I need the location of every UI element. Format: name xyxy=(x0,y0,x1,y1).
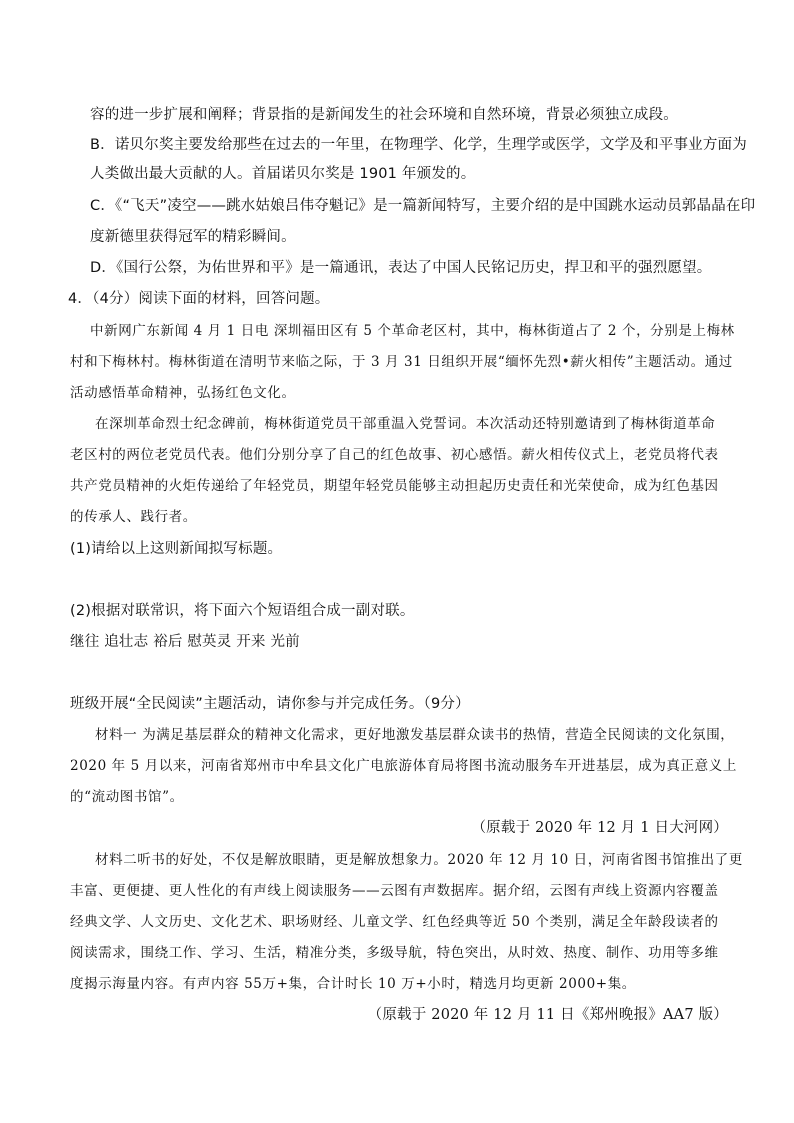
news-paragraph-2-line-3: 共产党员精神的火炬传递给了年轻党员，期望年轻党员能够主动担起历史责任和光荣使命，成为红色基因 xyxy=(70,478,719,494)
material-2-line-1: 材料二听书的好处，不仅是解放眼睛，更是解放想象力。2020 年 12 月 10 日，河南省图书馆推出了更 xyxy=(95,852,743,868)
material-1-line-1: 材料一 为满足基层群众的精神文化需求，更好地激发基层群众读书的热情，营造全民阅读的文化氛围， xyxy=(95,727,735,743)
material-1-source: （原载于 2020 年 12 月 1 日大河网） xyxy=(471,820,728,836)
news-paragraph-1-line-1: 中新网广东新闻 4 月 1 日电 深圳福田区有 5 个革命老区村，其中，梅林街道占了 2 个，分别是上梅林 xyxy=(90,323,735,339)
news-paragraph-1-line-2: 村和下梅林村。梅林街道在清明节来临之际，于 3 月 31 日组织开展“缅怀先烈•薪火相传”主题活动。通过 xyxy=(70,354,733,370)
sub-question-1: (1)请给以上这则新闻拟写标题。 xyxy=(70,541,283,557)
option-c-line-2: 度新德里获得冠军的精彩瞬间。 xyxy=(90,229,296,245)
couplet-phrases: 继往 追壮志 裕后 慰英灵 开来 光前 xyxy=(70,634,300,650)
material-2-line-2: 丰富、更便捷、更人性化的有声线上阅读服务——云图有声数据库。据介绍，云图有声线上资源内容覆盖 xyxy=(70,883,719,899)
sub-question-2: (2)根据对联常识，将下面六个短语组合成一副对联。 xyxy=(70,603,415,619)
option-b-line-1: B．诺贝尔奖主要发给那些在过去的一年里，在物理学、化学，生理学或医学，文学及和平事业方面为 xyxy=(90,137,747,153)
material-1-line-3: 的“流动图书馆”。 xyxy=(70,789,184,805)
option-c-line-1: C．《“飞天”凌空——跳水姑娘吕伟夺魁记》是一篇新闻特写，主要介绍的是中国跳水运动员郭晶晶在印 xyxy=(90,198,756,214)
material-2-line-5: 度揭示海量内容。有声内容 55万+集，合计时长 10 万+小时，精选月均更新 2000+集。 xyxy=(70,976,636,992)
material-2-line-3: 经典文学、人文历史、文化艺术、职场财经、儿童文学、红色经典等近 50 个类别，满足全年龄段读者的 xyxy=(70,914,719,930)
option-a-continuation: 容的进一步扩展和阐释；背景指的是新闻发生的社会环境和自然环境，背景必须独立成段。 xyxy=(90,107,678,123)
news-paragraph-1-line-3: 活动感悟革命精神，弘扬红色文化。 xyxy=(70,385,296,401)
news-paragraph-2-line-4: 的传承人、践行者。 xyxy=(70,509,197,525)
material-1-line-2: 2020 年 5 月以来，河南省郑州市中牟县文化广电旅游体育局将图书流动服务车开进基层，成为真正意义上 xyxy=(70,758,737,774)
news-paragraph-2-line-2: 老区村的两位老党员代表。他们分别分享了自己的红色故事、初心感悟。薪火相传仪式上，老党员将代表 xyxy=(70,447,719,463)
material-2-line-4: 阅读需求，围绕工作、学习、生活，精准分类，多级导航，特色突出，从时效、热度、制作、功用等多维 xyxy=(70,945,719,961)
material-2-source: （原载于 2020 年 12 月 11 日《郑州晚报》AA7 版） xyxy=(367,1007,728,1023)
option-b-line-2: 人类做出最大贡献的人。首届诺贝尔奖是 1901 年颁发的。 xyxy=(90,166,476,182)
option-d: D．《国行公祭，为佑世界和平》是一篇通讯，表达了中国人民铭记历史，捍卫和平的强烈愿望。 xyxy=(90,260,712,276)
news-paragraph-2-line-1: 在深圳革命烈士纪念碑前，梅林街道党员干部重温入党誓词。本次活动还特别邀请到了梅林街道革命 xyxy=(95,416,716,432)
activity-heading: 班级开展“全民阅读”主题活动，请你参与并完成任务。（9分） xyxy=(70,696,470,712)
question-4-heading: 4．（4分）阅读下面的材料，回答问题。 xyxy=(68,291,330,307)
